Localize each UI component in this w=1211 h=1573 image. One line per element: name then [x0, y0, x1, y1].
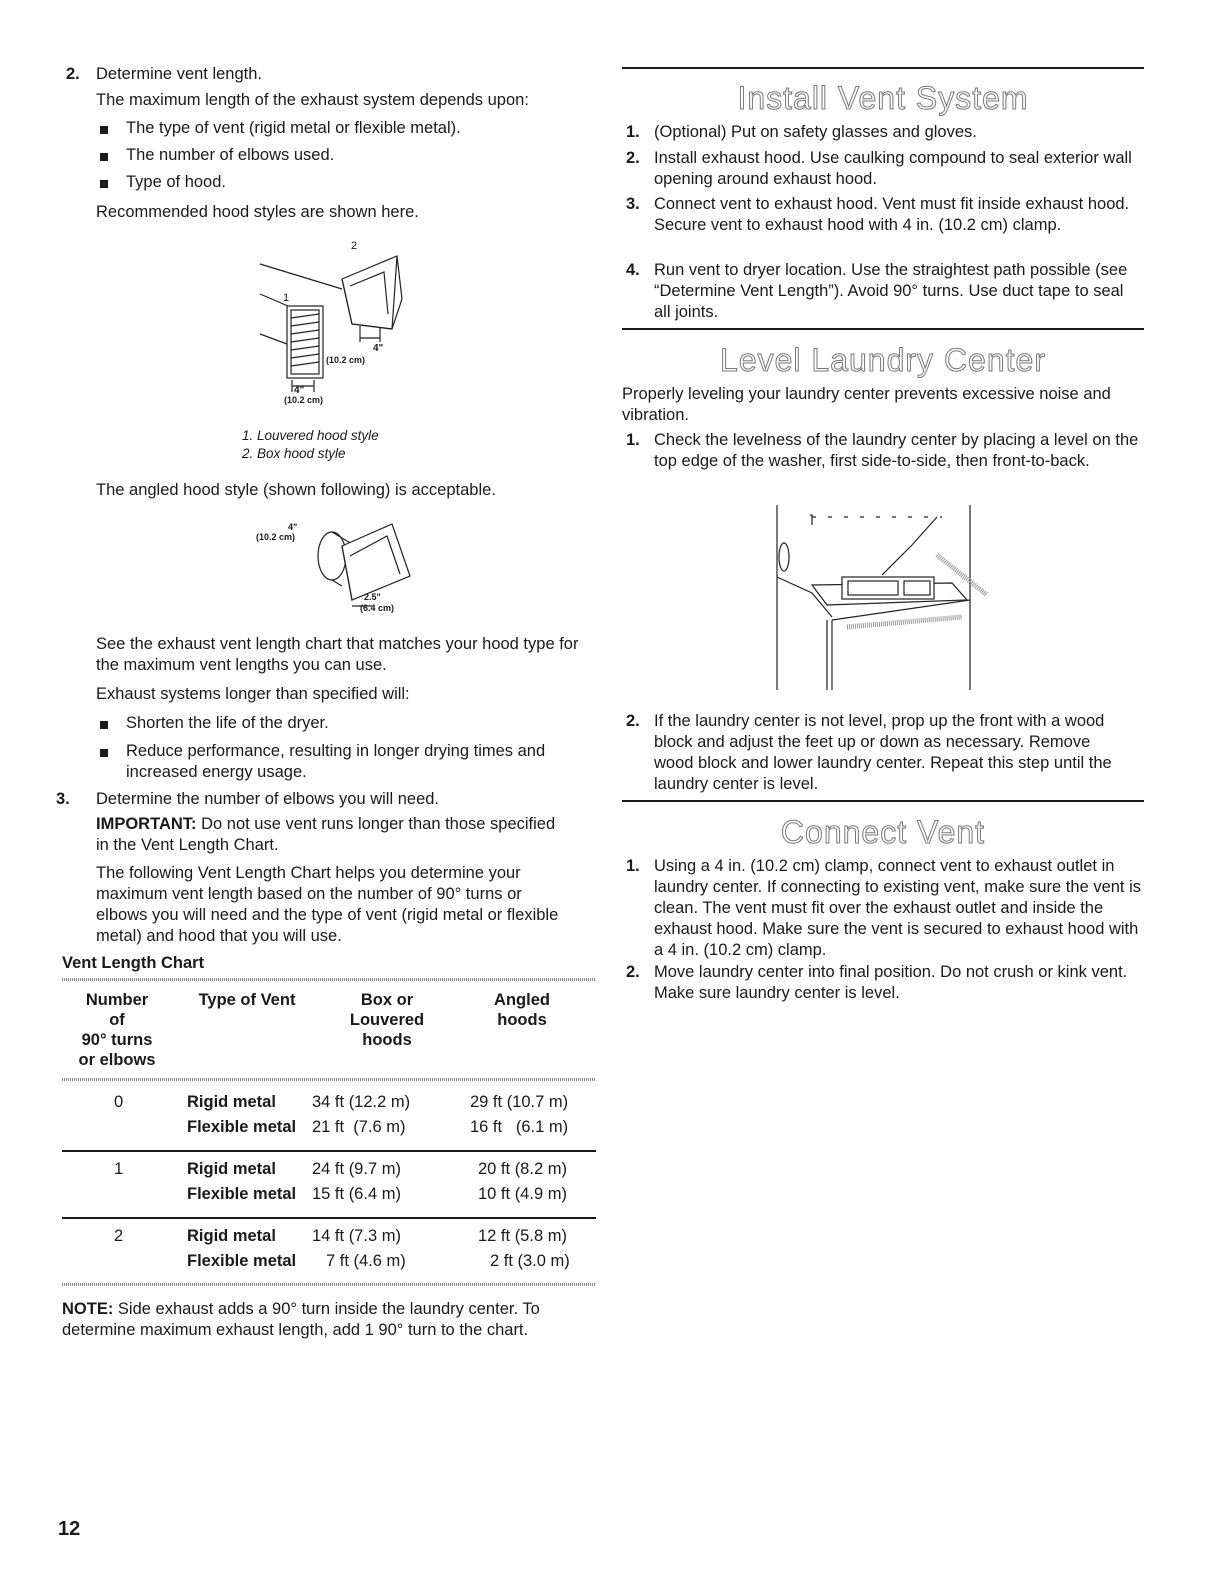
important-label: IMPORTANT: [96, 815, 197, 833]
step-text: Move laundry center into final position. Do not crush or kink vent. Make sure laundry center is level. [654, 963, 1128, 1002]
level-intro: Properly leveling your laundry center prevents excessive noise and vibration. [622, 385, 1111, 424]
step-intro: The maximum length of the exhaust system depends upon: [96, 91, 529, 109]
bullet-icon [100, 153, 108, 161]
dim-label: (10.2 cm) [326, 355, 366, 365]
dim-label: (10.2 cm) [256, 532, 296, 542]
table-cell-type: Rigid metal [187, 1093, 276, 1111]
col-header-number: Number of 90° turns or elbows [78, 991, 156, 1069]
important-note [96, 814, 556, 856]
bullet-text: Type of hood. [126, 173, 226, 191]
step-title: Determine vent length. [96, 65, 263, 83]
table-cell-angled: 2 ft (3.0 m) [490, 1252, 570, 1270]
longer-intro: Exhaust systems longer than specified will: [96, 685, 410, 703]
step-number: 3. [56, 790, 70, 808]
table-cell-type: Flexible metal [187, 1252, 297, 1270]
table-cell-box: 21 ft (7.6 m) [312, 1118, 406, 1136]
note-text: Side exhaust adds a 90° turn inside the laundry center. To determine maximum exhaust length, add 1 90° turn to the chart. [62, 1300, 540, 1339]
step-number: 3. [626, 195, 640, 213]
table-cell-type: Flexible metal [187, 1118, 297, 1136]
table-cell-turns: 2 [114, 1227, 124, 1245]
dim-label: (6.4 cm) [360, 603, 395, 613]
table-cell-type: Rigid metal [187, 1227, 276, 1245]
chart-intro: The following Vent Length Chart helps you determine your maximum vent length based on the number of 90° turns or elbows you will need and the type of vent (rigid metal or flexible metal) and hood that you will use. [96, 864, 559, 945]
section-divider [622, 800, 1144, 802]
table-cell-box: 7 ft (4.6 m) [326, 1252, 406, 1270]
table-cell-type: Flexible metal [187, 1185, 297, 1203]
col-header-type: Type of Vent [198, 991, 296, 1009]
note [62, 1299, 596, 1341]
dim-label: 4" [373, 343, 384, 354]
section-heading-install: Install Vent System [737, 80, 1029, 116]
bullet-icon [100, 721, 108, 729]
bullet-text: The number of elbows used. [126, 146, 335, 164]
step-text: Connect vent to exhaust hood. Vent must fit inside exhaust hood. Secure vent to exhaust hood with 4 in. (10.2 cm) clamp. [654, 195, 1130, 234]
table-divider [62, 1078, 596, 1081]
table-cell-turns: 0 [114, 1093, 124, 1111]
row-divider [62, 1150, 596, 1152]
step-number: 2. [626, 963, 640, 981]
recommended-text: Recommended hood styles are shown here. [96, 203, 419, 221]
callout-2: 2 [351, 240, 358, 252]
dim-label: 4" [294, 385, 305, 396]
table-cell-angled: 10 ft (4.9 m) [478, 1185, 567, 1203]
table-divider [62, 1283, 596, 1286]
figure-caption: 2. Box hood style [242, 446, 346, 461]
step-text: Run vent to dryer location. Use the straightest path possible (see “Determine Vent Length”). Avoid 90° turns. Use duct tape to seal all joints. [654, 261, 1128, 321]
table-cell-angled: 20 ft (8.2 m) [478, 1160, 567, 1178]
dim-label: 2.5" [364, 592, 381, 602]
laundry-center-level-illustration [772, 505, 992, 695]
important-text: Do not use vent runs longer than those specified in the Vent Length Chart. [96, 815, 556, 854]
angled-hood-illustration [292, 516, 412, 616]
bullet-icon [100, 126, 108, 134]
step-number: 1. [626, 123, 640, 141]
dim-label: (10.2 cm) [284, 395, 324, 405]
bullet-text: Reduce performance, resulting in longer drying times and increased energy usage. [126, 742, 546, 781]
table-cell-angled: 29 ft (10.7 m) [470, 1093, 569, 1111]
dim-label: 4" [288, 522, 298, 532]
col-header-angled: Angled hoods [494, 991, 550, 1029]
table-cell-turns: 1 [114, 1160, 124, 1178]
angled-text: The angled hood style (shown following) is acceptable. [96, 481, 496, 499]
step-text: Check the levelness of the laundry center by placing a level on the top edge of the washer, first side-to-side, then front-to-back. [654, 431, 1139, 470]
bullet-icon [100, 180, 108, 188]
step-title: Determine the number of elbows you will need. [96, 790, 440, 808]
step-text: (Optional) Put on safety glasses and gloves. [654, 123, 977, 141]
bullet-icon [100, 749, 108, 757]
table-cell-box: 24 ft (9.7 m) [312, 1160, 401, 1178]
table-title: Vent Length Chart [62, 954, 205, 972]
step-text: Using a 4 in. (10.2 cm) clamp, connect vent to exhaust outlet in laundry center. If connecting to existing vent, make sure the vent is clean. The vent must fit over the exhaust outlet and inside the exhaust hood. Make sure the vent is secured to exhaust hood with a 4 in. (10.2 cm) clamp. [654, 857, 1142, 959]
col-header-box: Box or Louvered hoods [349, 991, 425, 1049]
step-number: 4. [626, 261, 640, 279]
step-number: 2. [626, 149, 640, 167]
step-text: Install exhaust hood. Use caulking compound to seal exterior wall opening around exhaust hood. [654, 149, 1132, 188]
step-number: 2. [66, 65, 80, 83]
table-cell-angled: 12 ft (5.8 m) [478, 1227, 567, 1245]
step-number: 1. [626, 431, 640, 449]
step-number: 1. [626, 857, 640, 875]
callout-1: 1 [283, 292, 290, 304]
table-cell-box: 15 ft (6.4 m) [312, 1185, 401, 1203]
section-heading-level: Level Laundry Center [720, 342, 1046, 378]
table-cell-type: Rigid metal [187, 1160, 276, 1178]
see-chart-text: See the exhaust vent length chart that matches your hood type for the maximum vent lengths you can use. [96, 635, 579, 674]
hood-styles-illustration [242, 234, 422, 404]
bullet-text: Shorten the life of the dryer. [126, 714, 329, 732]
note-label: NOTE: [62, 1300, 114, 1318]
table-divider [62, 978, 596, 981]
page-number: 12 [58, 1518, 81, 1540]
bullet-text: The type of vent (rigid metal or flexible metal). [126, 119, 461, 137]
figure-caption: 1. Louvered hood style [242, 428, 379, 443]
table-cell-box: 14 ft (7.3 m) [312, 1227, 401, 1245]
section-divider [622, 328, 1144, 330]
step-text: If the laundry center is not level, prop up the front with a wood block and adjust the feet up or down as necessary. Remove wood block and lower laundry center. Repeat this step until the laundry center is level. [654, 712, 1112, 793]
table-cell-box: 34 ft (12.2 m) [312, 1093, 411, 1111]
table-cell-angled: 16 ft (6.1 m) [470, 1118, 569, 1136]
section-divider [622, 67, 1144, 69]
step-number: 2. [626, 712, 640, 730]
section-heading-connect: Connect Vent [780, 814, 986, 850]
row-divider [62, 1217, 596, 1219]
